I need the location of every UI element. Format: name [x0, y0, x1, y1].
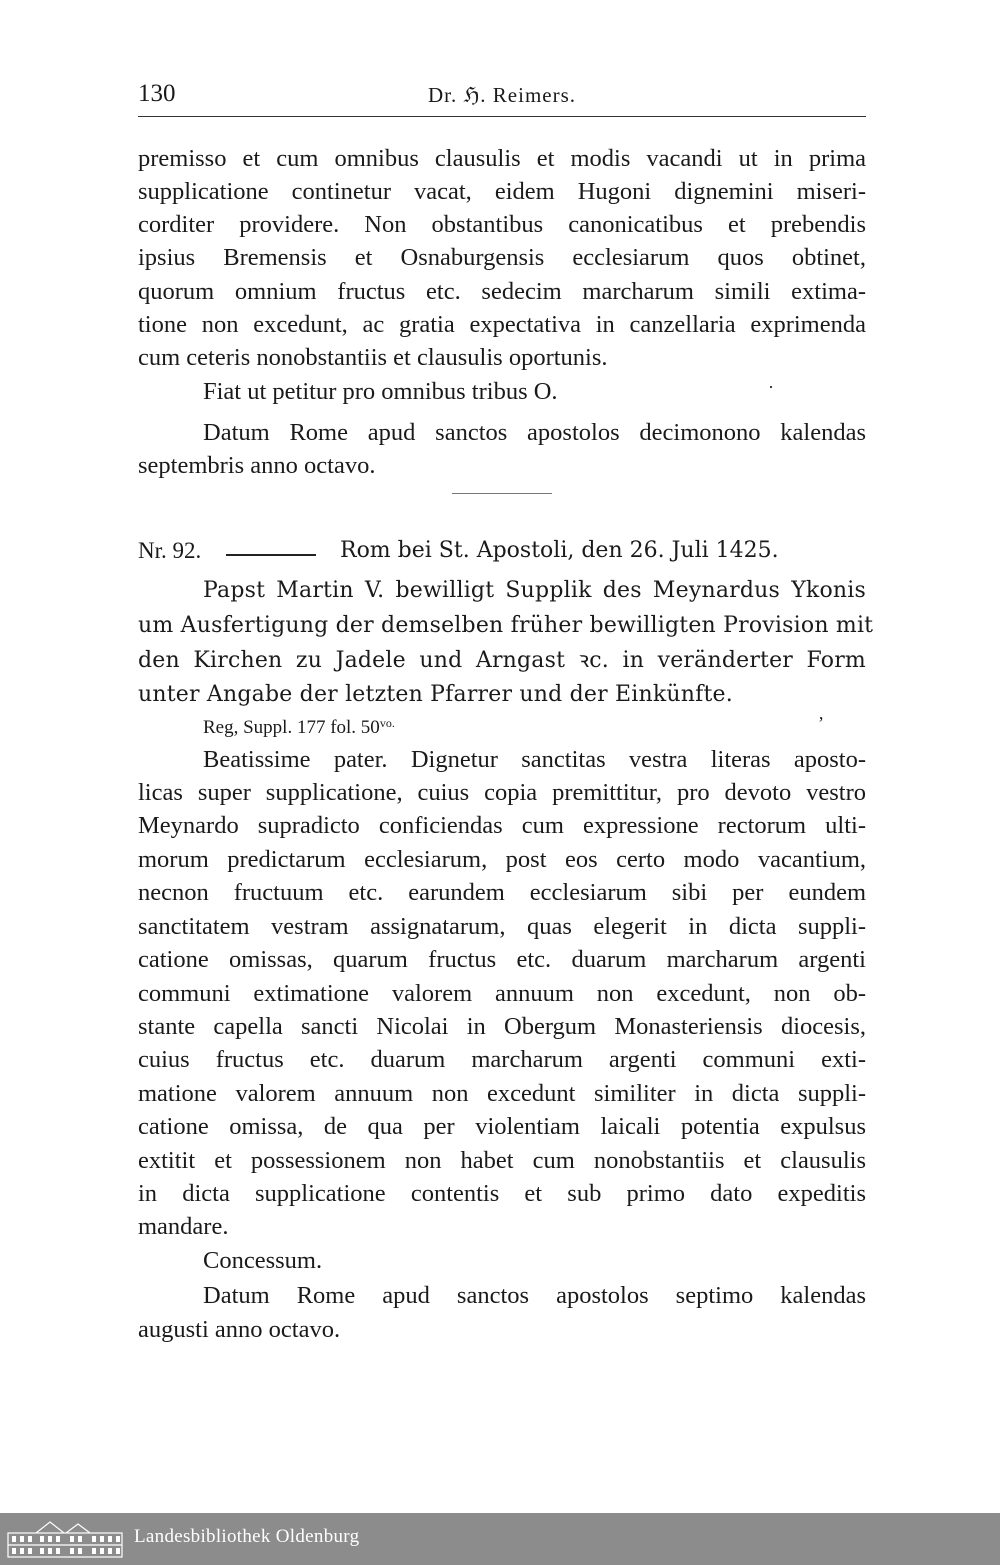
body-line: morum predictarum ecclesiarum, post eos certo modo vacantium, — [138, 846, 866, 873]
reference-superscript: vo. — [379, 716, 395, 730]
document-place-date: Rom bei St. Apostoli, den 26. Juli 1425. — [340, 538, 779, 563]
body-line: matione valorem annuum non excedunt similiter in dicta suppli- — [138, 1080, 866, 1107]
document-number: Nr. 92. — [138, 538, 202, 563]
library-name: Landesbibliothek Oldenburg — [134, 1526, 360, 1547]
body-line: cuius fructus etc. duarum marcharum argenti communi exti- — [138, 1046, 866, 1073]
header-rule — [138, 116, 866, 117]
body-line: extitit et possessionem non habet cum nonobstantiis et clausulis — [138, 1147, 866, 1174]
body-line: mandare. — [138, 1213, 229, 1240]
body-line: necnon fructuum etc. earundem ecclesiarum sibi per eundem — [138, 879, 866, 906]
speck-mark: · — [768, 377, 774, 397]
page-number: 130 — [138, 80, 176, 107]
text-line: supplicatione continetur vacat, eidem Hugoni dignemini miseri- — [138, 178, 866, 205]
body-line: Meynardo supradicto conficiendas cum expressione rectorum ulti- — [138, 812, 866, 839]
datum-line: Datum Rome apud sanctos apostolos decimonono kalendas — [203, 419, 866, 446]
text-line: corditer providere. Non obstantibus canonicatibus et prebendis — [138, 211, 866, 238]
archive-reference — [203, 710, 395, 741]
text-line: tione non excedunt, ac gratia expectativa in canzellaria exprimenda — [138, 311, 866, 338]
body-line: communi extimatione valorem annuum non excedunt, non ob- — [138, 980, 866, 1007]
heading-dash — [226, 554, 316, 556]
datum-line: septembris anno octavo. — [138, 452, 376, 479]
speck-mark: ʼ — [818, 713, 824, 733]
text-line: quorum omnium fructus etc. sedecim marcharum simili extima- — [138, 278, 866, 305]
fiat-line: Fiat ut petitur pro omnibus tribus O. — [203, 378, 558, 405]
body-line: licas super supplicatione, cuius copia premittitur, pro devoto vestro — [138, 779, 866, 806]
section-separator — [452, 493, 552, 494]
text-line: premisso et cum omnibus clausulis et modis vacandi ut in prima — [138, 145, 866, 172]
body-line: catione omissa, de qua per violentiam laicali potentia expulsus — [138, 1113, 866, 1140]
running-title: Dr. ℌ. Reimers. — [427, 83, 577, 107]
text-line: cum ceteris nonobstantiis et clausulis oportunis. — [138, 344, 608, 371]
document-heading — [138, 538, 866, 572]
summary-line: um Ausfertigung der demselben früher bewilligten Provision mit — [138, 613, 874, 638]
body-line: catione omissas, quarum fructus etc. duarum marcharum argenti — [138, 946, 866, 973]
library-footer-bar — [0, 1513, 1000, 1565]
concessum-line: Concessum. — [203, 1247, 323, 1274]
reference-text: Reg, Suppl. 177 fol. 50 — [203, 717, 380, 738]
body-line: in dicta supplicatione contentis et sub primo dato expeditis — [138, 1180, 866, 1207]
datum-line: augusti anno octavo. — [138, 1316, 341, 1343]
running-head — [138, 80, 866, 114]
body-line: stante capella sancti Nicolai in Obergum Monasteriensis diocesis, — [138, 1013, 866, 1040]
summary-line: unter Angabe der letzten Pfarrer und der Einkünfte. — [138, 682, 733, 707]
body-line: Beatissime pater. Dignetur sanctitas vestra literas aposto- — [203, 746, 866, 773]
body-line: sanctitatem vestram assignatarum, quas elegerit in dicta suppli- — [138, 913, 866, 940]
summary-line: den Kirchen zu Jadele und Arngast ꝛc. in veränderter Form — [138, 648, 866, 673]
library-building-icon — [6, 1519, 124, 1559]
text-line: ipsius Bremensis et Osnaburgensis ecclesiarum quos obtinet, — [138, 244, 866, 271]
summary-line: Papst Martin V. bewilligt Supplik des Meynardus Ykonis — [203, 578, 866, 603]
datum-line: Datum Rome apud sanctos apostolos septimo kalendas — [203, 1282, 866, 1309]
